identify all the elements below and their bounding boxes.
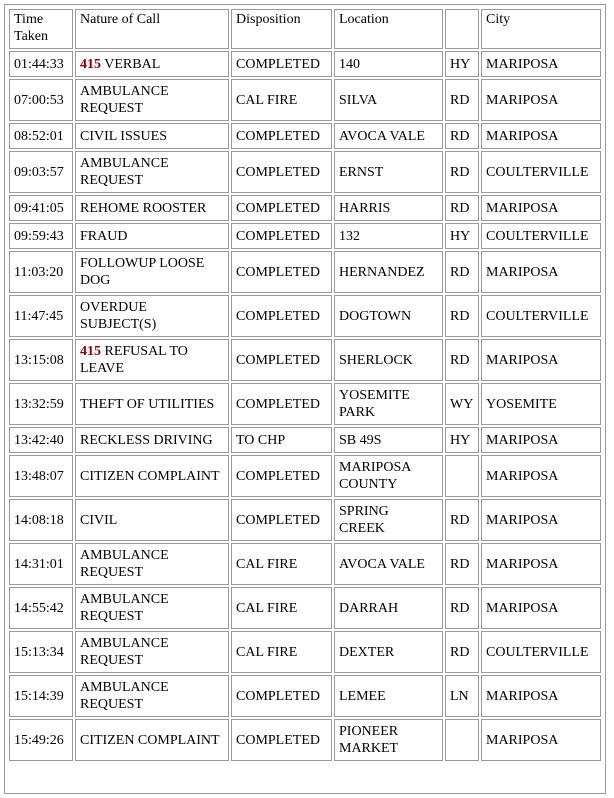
cell-nature-of-call [75, 499, 229, 541]
table-row [9, 223, 601, 249]
cell-disposition: TO CHP [231, 427, 332, 453]
cell-city: MARIPOSA [481, 719, 601, 761]
table-row [9, 151, 601, 193]
cell-location: SHERLOCK [334, 339, 443, 381]
header-city: City [481, 9, 601, 49]
cell-city: COULTERVILLE [481, 295, 601, 337]
table-row [9, 719, 601, 761]
cell-nature-of-call [75, 151, 229, 193]
cell-time-taken: 11:03:20 [9, 251, 73, 293]
cell-location: SILVA [334, 79, 443, 121]
cell-location: ERNST [334, 151, 443, 193]
nature-text: VERBAL [101, 56, 161, 72]
table-row [9, 295, 601, 337]
table-row [9, 499, 601, 541]
cell-disposition: COMPLETED [231, 383, 332, 425]
call-code-415: 415 [80, 344, 101, 359]
header-row [9, 9, 601, 49]
cell-time-taken: 13:42:40 [9, 427, 73, 453]
table-row [9, 631, 601, 673]
cell-nature-of-call [75, 295, 229, 337]
cell-disposition: CAL FIRE [231, 631, 332, 673]
header-disposition: Disposition [231, 9, 332, 49]
cell-time-taken: 01:44:33 [9, 51, 73, 77]
cell-location: 132 [334, 223, 443, 249]
cell-street-type: RD [445, 295, 479, 337]
cell-time-taken: 13:15:08 [9, 339, 73, 381]
cell-city: MARIPOSA [481, 51, 601, 77]
header-street-type [445, 9, 479, 49]
cell-disposition: COMPLETED [231, 251, 332, 293]
cell-city: MARIPOSA [481, 427, 601, 453]
cell-city: COULTERVILLE [481, 151, 601, 193]
cell-nature-of-call [75, 455, 229, 497]
header-time-taken: Time Taken [9, 9, 73, 49]
nature-text: AMBULANCE REQUEST [80, 636, 169, 668]
cell-time-taken: 08:52:01 [9, 123, 73, 149]
cell-disposition: CAL FIRE [231, 79, 332, 121]
table-row [9, 543, 601, 585]
nature-text: THEFT OF UTILITIES [80, 396, 215, 412]
cell-disposition: COMPLETED [231, 719, 332, 761]
cell-city: MARIPOSA [481, 339, 601, 381]
cell-disposition: COMPLETED [231, 223, 332, 249]
cell-nature-of-call [75, 195, 229, 221]
cell-nature-of-call [75, 543, 229, 585]
nature-text: AMBULANCE REQUEST [80, 84, 169, 116]
cell-city: COULTERVILLE [481, 631, 601, 673]
cell-street-type: RD [445, 251, 479, 293]
cell-city: YOSEMITE [481, 383, 601, 425]
cell-nature-of-call [75, 223, 229, 249]
nature-text: OVERDUE SUBJECT(S) [80, 300, 157, 332]
header-nature-of-call: Nature of Call [75, 9, 229, 49]
nature-text: AMBULANCE REQUEST [80, 156, 169, 188]
nature-text: CIVIL ISSUES [80, 128, 167, 144]
cell-city: MARIPOSA [481, 455, 601, 497]
nature-text: FRAUD [80, 228, 128, 244]
cell-location: HERNANDEZ [334, 251, 443, 293]
cell-location: DEXTER [334, 631, 443, 673]
cell-time-taken: 13:48:07 [9, 455, 73, 497]
nature-text: RECKLESS DRIVING [80, 432, 213, 448]
cell-street-type: LN [445, 675, 479, 717]
cell-city: MARIPOSA [481, 123, 601, 149]
table-row [9, 587, 601, 629]
cell-nature-of-call [75, 587, 229, 629]
cell-time-taken: 14:08:18 [9, 499, 73, 541]
cell-time-taken: 15:14:39 [9, 675, 73, 717]
cell-nature-of-call [75, 79, 229, 121]
cell-street-type: RD [445, 151, 479, 193]
table-row [9, 339, 601, 381]
cell-time-taken: 14:55:42 [9, 587, 73, 629]
nature-text: REFUSAL TO LEAVE [80, 344, 188, 376]
cell-location: PIONEER MARKET [334, 719, 443, 761]
cell-street-type: RD [445, 339, 479, 381]
nature-text: CITIZEN COMPLAINT [80, 468, 220, 484]
cell-street-type [445, 455, 479, 497]
cell-nature-of-call [75, 339, 229, 381]
cell-location: LEMEE [334, 675, 443, 717]
table-row [9, 383, 601, 425]
cell-disposition: COMPLETED [231, 195, 332, 221]
cell-time-taken: 07:00:53 [9, 79, 73, 121]
cell-disposition: COMPLETED [231, 151, 332, 193]
cell-time-taken: 15:13:34 [9, 631, 73, 673]
cell-disposition: COMPLETED [231, 499, 332, 541]
cell-location: DARRAH [334, 587, 443, 629]
cell-time-taken: 09:59:43 [9, 223, 73, 249]
cell-city: MARIPOSA [481, 79, 601, 121]
cell-disposition: CAL FIRE [231, 543, 332, 585]
cell-street-type: RD [445, 79, 479, 121]
cell-disposition: COMPLETED [231, 675, 332, 717]
cell-disposition: COMPLETED [231, 455, 332, 497]
cell-nature-of-call [75, 51, 229, 77]
cell-location: SB 49S [334, 427, 443, 453]
cell-nature-of-call [75, 675, 229, 717]
call-code-415: 415 [80, 56, 101, 72]
table-row [9, 51, 601, 77]
header-location: Location [334, 9, 443, 49]
nature-text: REHOME ROOSTER [80, 200, 207, 216]
nature-text: CITIZEN COMPLAINT [80, 732, 220, 748]
nature-text: CIVIL [80, 512, 118, 528]
cell-street-type: RD [445, 543, 479, 585]
cell-location: 140 [334, 51, 443, 77]
cell-location: MARIPOSA COUNTY [334, 455, 443, 497]
nature-text: AMBULANCE REQUEST [80, 592, 169, 624]
cell-street-type: RD [445, 631, 479, 673]
cell-nature-of-call [75, 427, 229, 453]
cell-disposition: COMPLETED [231, 295, 332, 337]
cell-location: YOSEMITE PARK [334, 383, 443, 425]
cell-nature-of-call [75, 383, 229, 425]
cell-location: AVOCA VALE [334, 543, 443, 585]
cell-street-type: RD [445, 499, 479, 541]
cell-city: MARIPOSA [481, 251, 601, 293]
cell-street-type: HY [445, 51, 479, 77]
cell-time-taken: 09:03:57 [9, 151, 73, 193]
table-row [9, 195, 601, 221]
cell-nature-of-call [75, 251, 229, 293]
table-row [9, 427, 601, 453]
nature-text: FOLLOWUP LOOSE DOG [80, 256, 205, 288]
nature-text: AMBULANCE REQUEST [80, 680, 169, 712]
cell-location: HARRIS [334, 195, 443, 221]
cell-disposition: COMPLETED [231, 51, 332, 77]
cell-city: MARIPOSA [481, 543, 601, 585]
cell-city: COULTERVILLE [481, 223, 601, 249]
cell-street-type: RD [445, 195, 479, 221]
cell-street-type: WY [445, 383, 479, 425]
cell-street-type: RD [445, 587, 479, 629]
cell-city: MARIPOSA [481, 195, 601, 221]
cell-time-taken: 15:49:26 [9, 719, 73, 761]
call-log-body [9, 51, 601, 761]
table-row [9, 123, 601, 149]
table-row [9, 455, 601, 497]
cell-time-taken: 13:32:59 [9, 383, 73, 425]
cell-street-type: HY [445, 223, 479, 249]
cell-time-taken: 09:41:05 [9, 195, 73, 221]
cell-time-taken: 11:47:45 [9, 295, 73, 337]
cell-city: MARIPOSA [481, 499, 601, 541]
cell-nature-of-call [75, 631, 229, 673]
cell-city: MARIPOSA [481, 675, 601, 717]
cell-disposition: COMPLETED [231, 339, 332, 381]
nature-text: AMBULANCE REQUEST [80, 548, 169, 580]
cell-disposition: COMPLETED [231, 123, 332, 149]
cell-nature-of-call [75, 123, 229, 149]
table-row [9, 79, 601, 121]
cell-location: DOGTOWN [334, 295, 443, 337]
table-row [9, 251, 601, 293]
cell-time-taken: 14:31:01 [9, 543, 73, 585]
cell-street-type: HY [445, 427, 479, 453]
cell-street-type [445, 719, 479, 761]
cell-disposition: CAL FIRE [231, 587, 332, 629]
cell-location: SPRING CREEK [334, 499, 443, 541]
cell-city: MARIPOSA [481, 587, 601, 629]
cell-nature-of-call [75, 719, 229, 761]
cell-location: AVOCA VALE [334, 123, 443, 149]
call-log-table [7, 7, 603, 763]
call-log-container [4, 4, 606, 794]
cell-street-type: RD [445, 123, 479, 149]
table-row [9, 675, 601, 717]
